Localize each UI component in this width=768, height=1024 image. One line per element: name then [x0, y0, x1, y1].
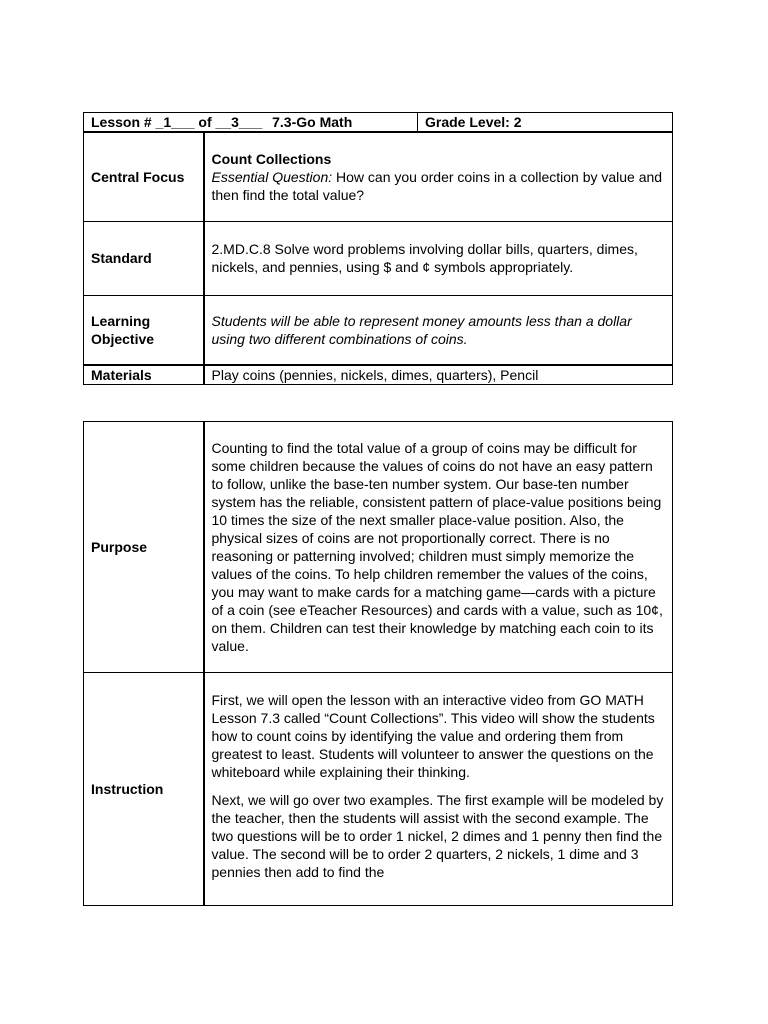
central-focus-label: Central Focus	[84, 132, 204, 221]
lesson-title: 7.3-Go Math	[272, 114, 353, 130]
central-focus-title: Count Collections	[211, 150, 332, 167]
instruction-label: Instruction	[84, 673, 204, 906]
lesson-number-cell	[84, 113, 418, 133]
header-row	[84, 113, 673, 133]
central-focus-content	[204, 132, 673, 221]
essential-question	[212, 168, 666, 204]
learning-objective-label: Learning Objective	[84, 295, 204, 365]
standard-label: Standard	[84, 221, 204, 295]
instruction-paragraph-2: Next, we will go over two examples. The first example will be modeled by the teacher, then the students will assist with the second example. The two questions will be to order 1 nickel, 2 dimes and 1 penny then find the value. The second will be to order 2 quarters, 2 nickels, 1 dime and 3 pennies then add to find the	[211, 792, 664, 880]
essential-question-text: How can you order coins in a collection by value and then find the total value?	[211, 168, 663, 203]
lesson-overview-table	[83, 112, 673, 385]
standard-text: 2.MD.C.8 Solve word problems involving dollar bills, quarters, dimes, nickels, and pennies, using $ and ¢ symbols appropriately.	[204, 221, 673, 295]
central-focus-row	[84, 132, 673, 221]
purpose-row	[84, 422, 673, 673]
materials-text: Play coins (pennies, nickels, dimes, quarters), Pencil	[204, 365, 673, 385]
materials-label: Materials	[84, 365, 204, 385]
grade-level: Grade Level: 2	[425, 114, 522, 130]
essential-question-label: Essential Question:	[211, 168, 333, 185]
materials-row	[84, 365, 673, 385]
instruction-content	[204, 673, 673, 906]
purpose-label: Purpose	[84, 422, 204, 673]
learning-objective-row	[84, 295, 673, 365]
purpose-text: Counting to find the total value of a group of coins may be difficult for some children because the values of coins do not have an easy pattern to follow, unlike the base-ten number system. Our base-ten number system has the reliable, consistent pattern of place-value positions being 10 times the size of the next smaller place-value position. Also, the physical sizes of coins are not proportionally correct. There is no reasoning or patterning involved; children must simply memorize the values of the coins. To help children remember the values of the coins, you may want to make cards for a matching game—cards with a picture of a coin (see eTeacher Resources) and cards with a value, such as 10¢, on them. Children can test their knowledge by matching each coin to its value.	[204, 422, 673, 673]
standard-row	[84, 221, 673, 295]
lesson-procedure-table	[83, 421, 673, 906]
learning-objective-text: Students will be able to represent money amounts less than a dollar using two different combinations of coins.	[204, 295, 673, 365]
instruction-paragraph-1: First, we will open the lesson with an interactive video from GO MATH Lesson 7.3 called “Count Collections”. This video will show the students how to count coins by identifying the value and ordering them from greatest to least. Students will volunteer to answer the questions on the whiteboard while explaining their thinking.	[211, 692, 655, 780]
instruction-row	[84, 673, 673, 906]
grade-level-cell	[418, 113, 673, 133]
lesson-number: Lesson # _1___ of __3___	[91, 114, 263, 130]
